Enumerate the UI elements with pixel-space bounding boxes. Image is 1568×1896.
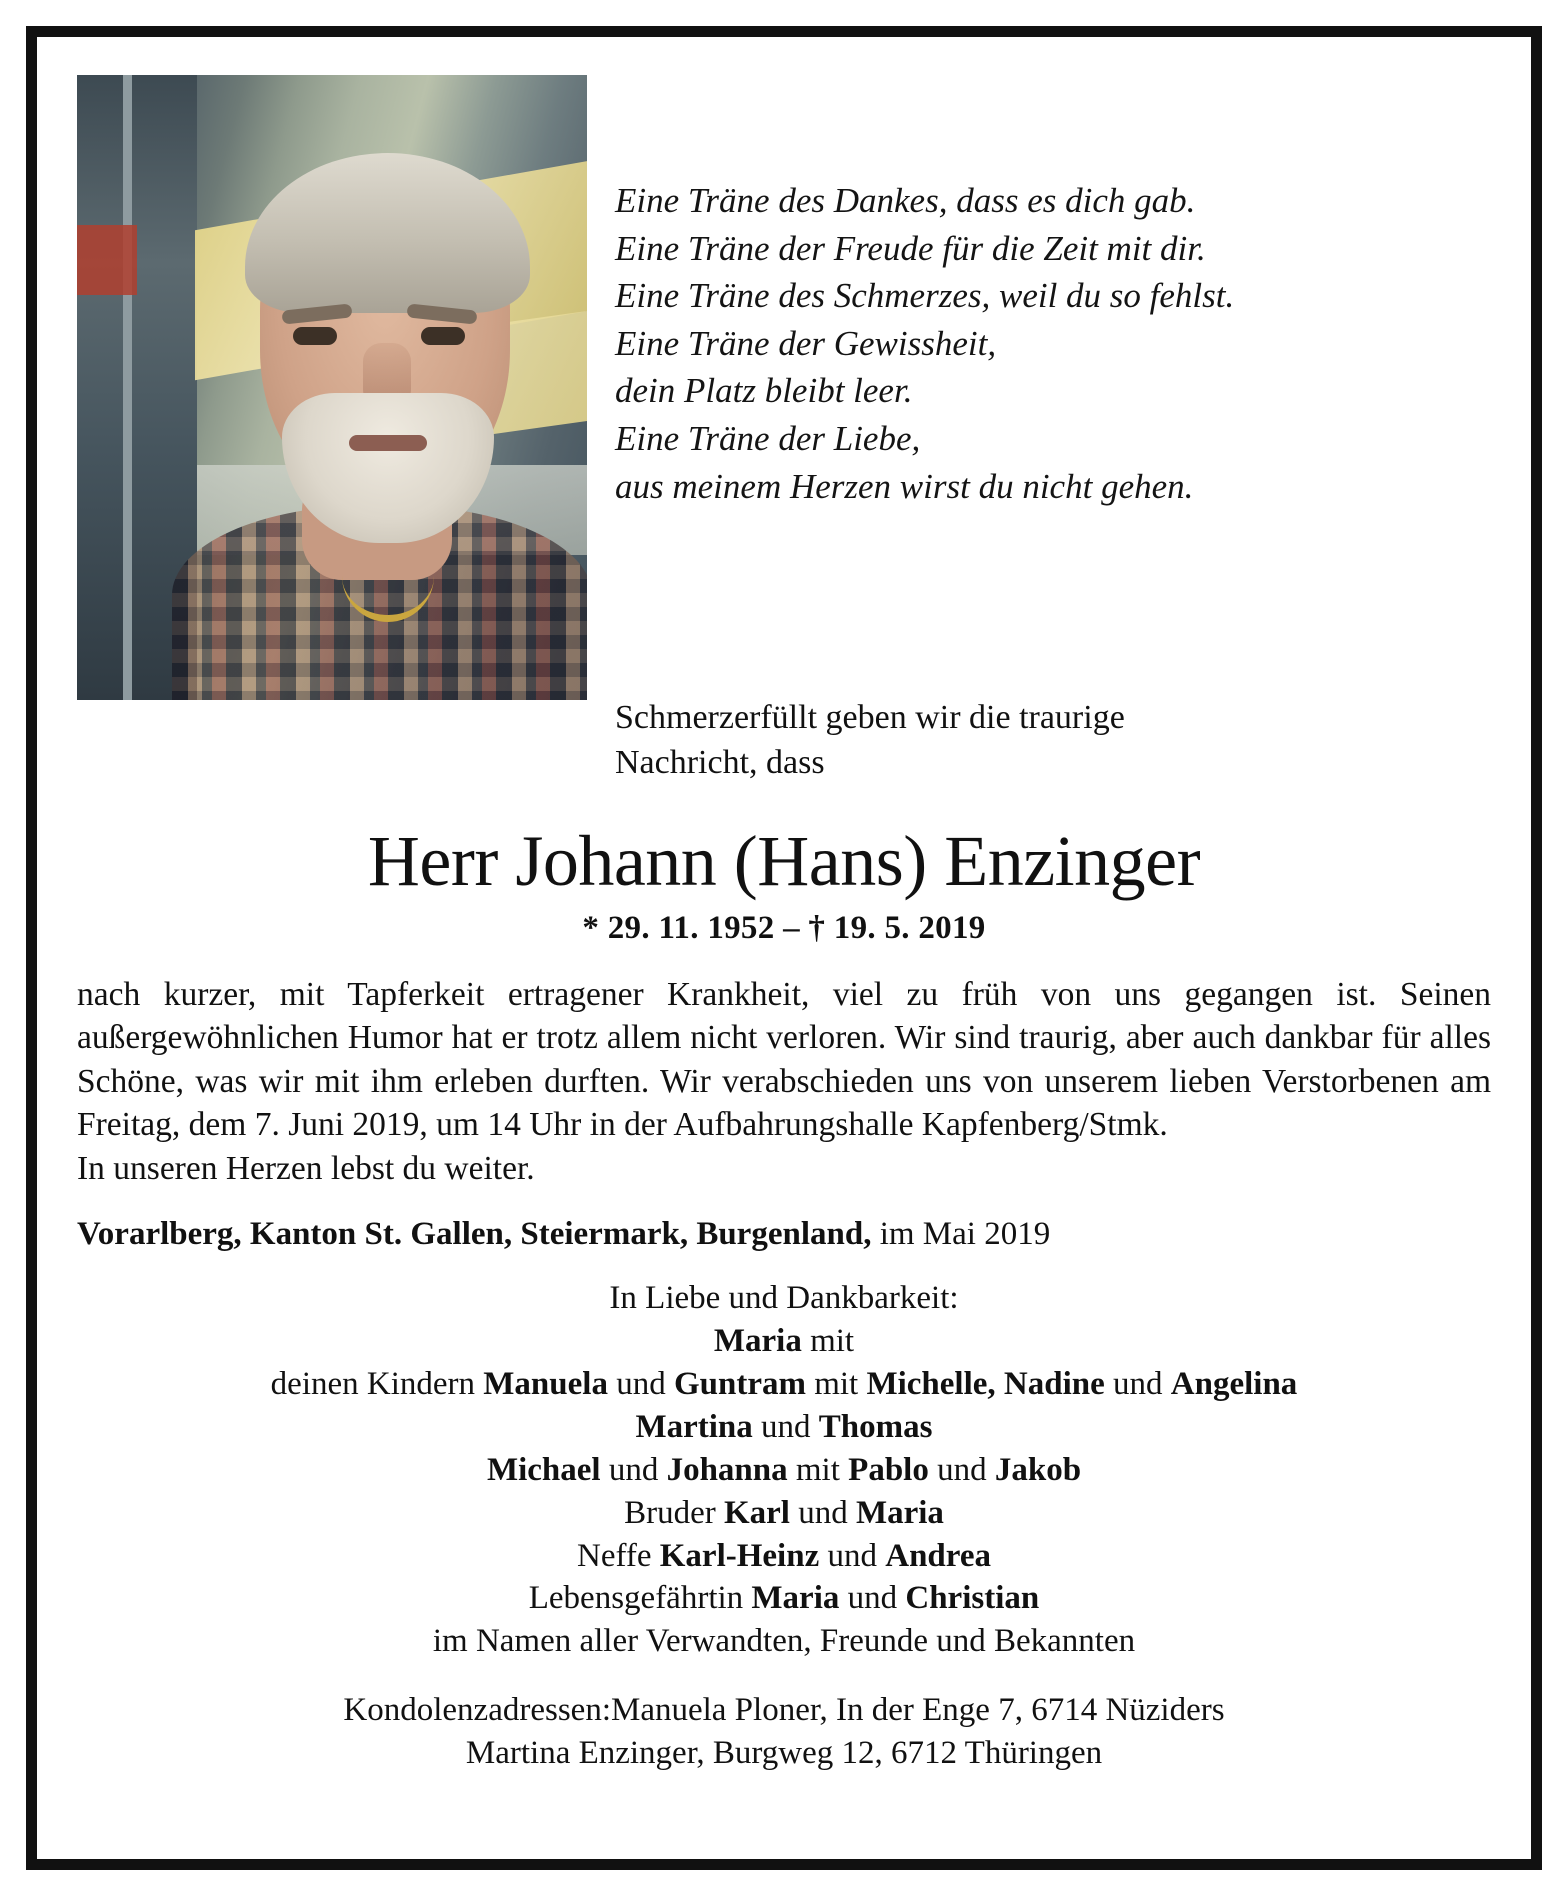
places-date: im Mai 2019 [871,1216,1051,1253]
photo-eye-right [421,327,465,345]
condolence-block [77,1689,1491,1775]
family-relation: und [752,1408,819,1445]
family-relation: mit [805,1366,867,1403]
verse-block [587,59,1491,786]
family-name: Guntram [673,1366,806,1403]
photo-red-sign [77,225,137,295]
verse-line-4: Eine Träne der Gewissheit, [615,323,997,363]
family-relation: mit [801,1323,855,1360]
verse-line-6: Eine Träne der Liebe, [615,418,921,458]
family-relation: und [819,1537,886,1574]
family-name: Manuela [483,1366,608,1403]
places-bold: Vorarlberg, Kanton St. Gallen, Steiermark, Burgenland, [77,1216,872,1253]
family-rows [77,1320,1491,1663]
family-name: Michelle, Nadine [866,1366,1105,1403]
family-name: Karl-Heinz [659,1537,820,1574]
announcement-intro [615,696,1491,786]
family-relation: und [1104,1366,1171,1403]
family-row [77,1492,1491,1535]
family-relation: und [928,1451,995,1488]
portrait-photo [77,75,587,700]
condolence-line-2: Martina Enzinger, Burgweg 12, 6712 Thüringen [465,1735,1103,1772]
intro-line-2: Nachricht, dass [615,744,825,782]
intro-line-1: Schmerzerfüllt geben wir die traurige [615,699,1125,737]
family-row [77,1406,1491,1449]
family-name: Karl [723,1494,790,1531]
top-section [77,59,1491,786]
deceased-name: Herr Johann (Hans) Enzinger [367,820,1201,901]
photo-eye-left [293,327,337,345]
family-name: Pablo [848,1451,929,1488]
places-and-date [77,1216,1491,1253]
obituary-frame [26,26,1542,1870]
family-row [77,1535,1491,1578]
family-name: Angelina [1170,1366,1298,1403]
condolence-address-1: Manuela Ploner, In der Enge 7, 6714 Nüziders [610,1692,1225,1729]
family-heading: In Liebe und Dankbarkeit: [609,1280,959,1317]
family-relation: und [839,1580,906,1617]
family-block [77,1277,1491,1663]
family-name: Maria [855,1494,944,1531]
portrait-container [77,59,587,700]
family-name: Christian [905,1580,1040,1617]
family-row [77,1577,1491,1620]
family-name: Johanna [666,1451,788,1488]
family-row [77,1449,1491,1492]
family-row [77,1620,1491,1663]
family-name: Jakob [994,1451,1082,1488]
family-row [77,1363,1491,1406]
body-paragraph: nach kurzer, mit Tapferkeit ertragener Krankheit, viel zu früh von uns gegangen ist. Seinen außergewöhnlichen Humor hat er trotz allem nicht verloren. Wir sind traurig, aber auch dankbar für alles Schöne, was wir mit ihm erleben durften. Wir verabschieden uns von unserem lieben Verstorbenen am Freitag, dem 7. Juni 2019, um 14 Uhr in der Aufbahrungshalle Kapfenberg/Stmk. [77,975,1491,1144]
family-name: Maria [751,1580,840,1617]
family-name: Michael [486,1451,601,1488]
family-relation: Neffe [577,1537,660,1574]
family-relation: und [789,1494,856,1531]
family-name: Thomas [818,1408,933,1445]
obituary-body [77,973,1491,1191]
family-relation: Bruder [624,1494,724,1531]
family-relation: Lebensgefährtin [528,1580,752,1617]
family-name: Maria [713,1323,802,1360]
verse-line-2: Eine Träne der Freude für die Zeit mit dir. [615,228,1206,268]
verse-line-5: dein Platz bleibt leer. [615,371,913,411]
life-dates: * 29. 11. 1952 – † 19. 5. 2019 [582,909,986,946]
family-relation: und [600,1451,667,1488]
body-last-line: In unseren Herzen lebst du weiter. [77,1149,535,1187]
family-row [77,1320,1491,1363]
verse-line-1: Eine Träne des Dankes, dass es dich gab. [615,181,1196,220]
verse-line-3: Eine Träne des Schmerzes, weil du so fehlst. [615,276,1235,316]
verse-line-7: aus meinem Herzen wirst du nicht gehen. [615,466,1194,506]
family-relation: und [607,1366,674,1403]
family-name: Martina [635,1408,753,1445]
photo-mouth [349,435,427,451]
family-relation: deinen Kindern [270,1366,484,1403]
family-name: Andrea [885,1537,991,1574]
condolence-label: Kondolenzadressen: [343,1692,611,1729]
family-relation: mit [787,1451,849,1488]
condolence-line-1 [77,1689,1491,1732]
family-relation: im Namen aller Verwandten, Freunde und Bekannten [432,1623,1136,1660]
